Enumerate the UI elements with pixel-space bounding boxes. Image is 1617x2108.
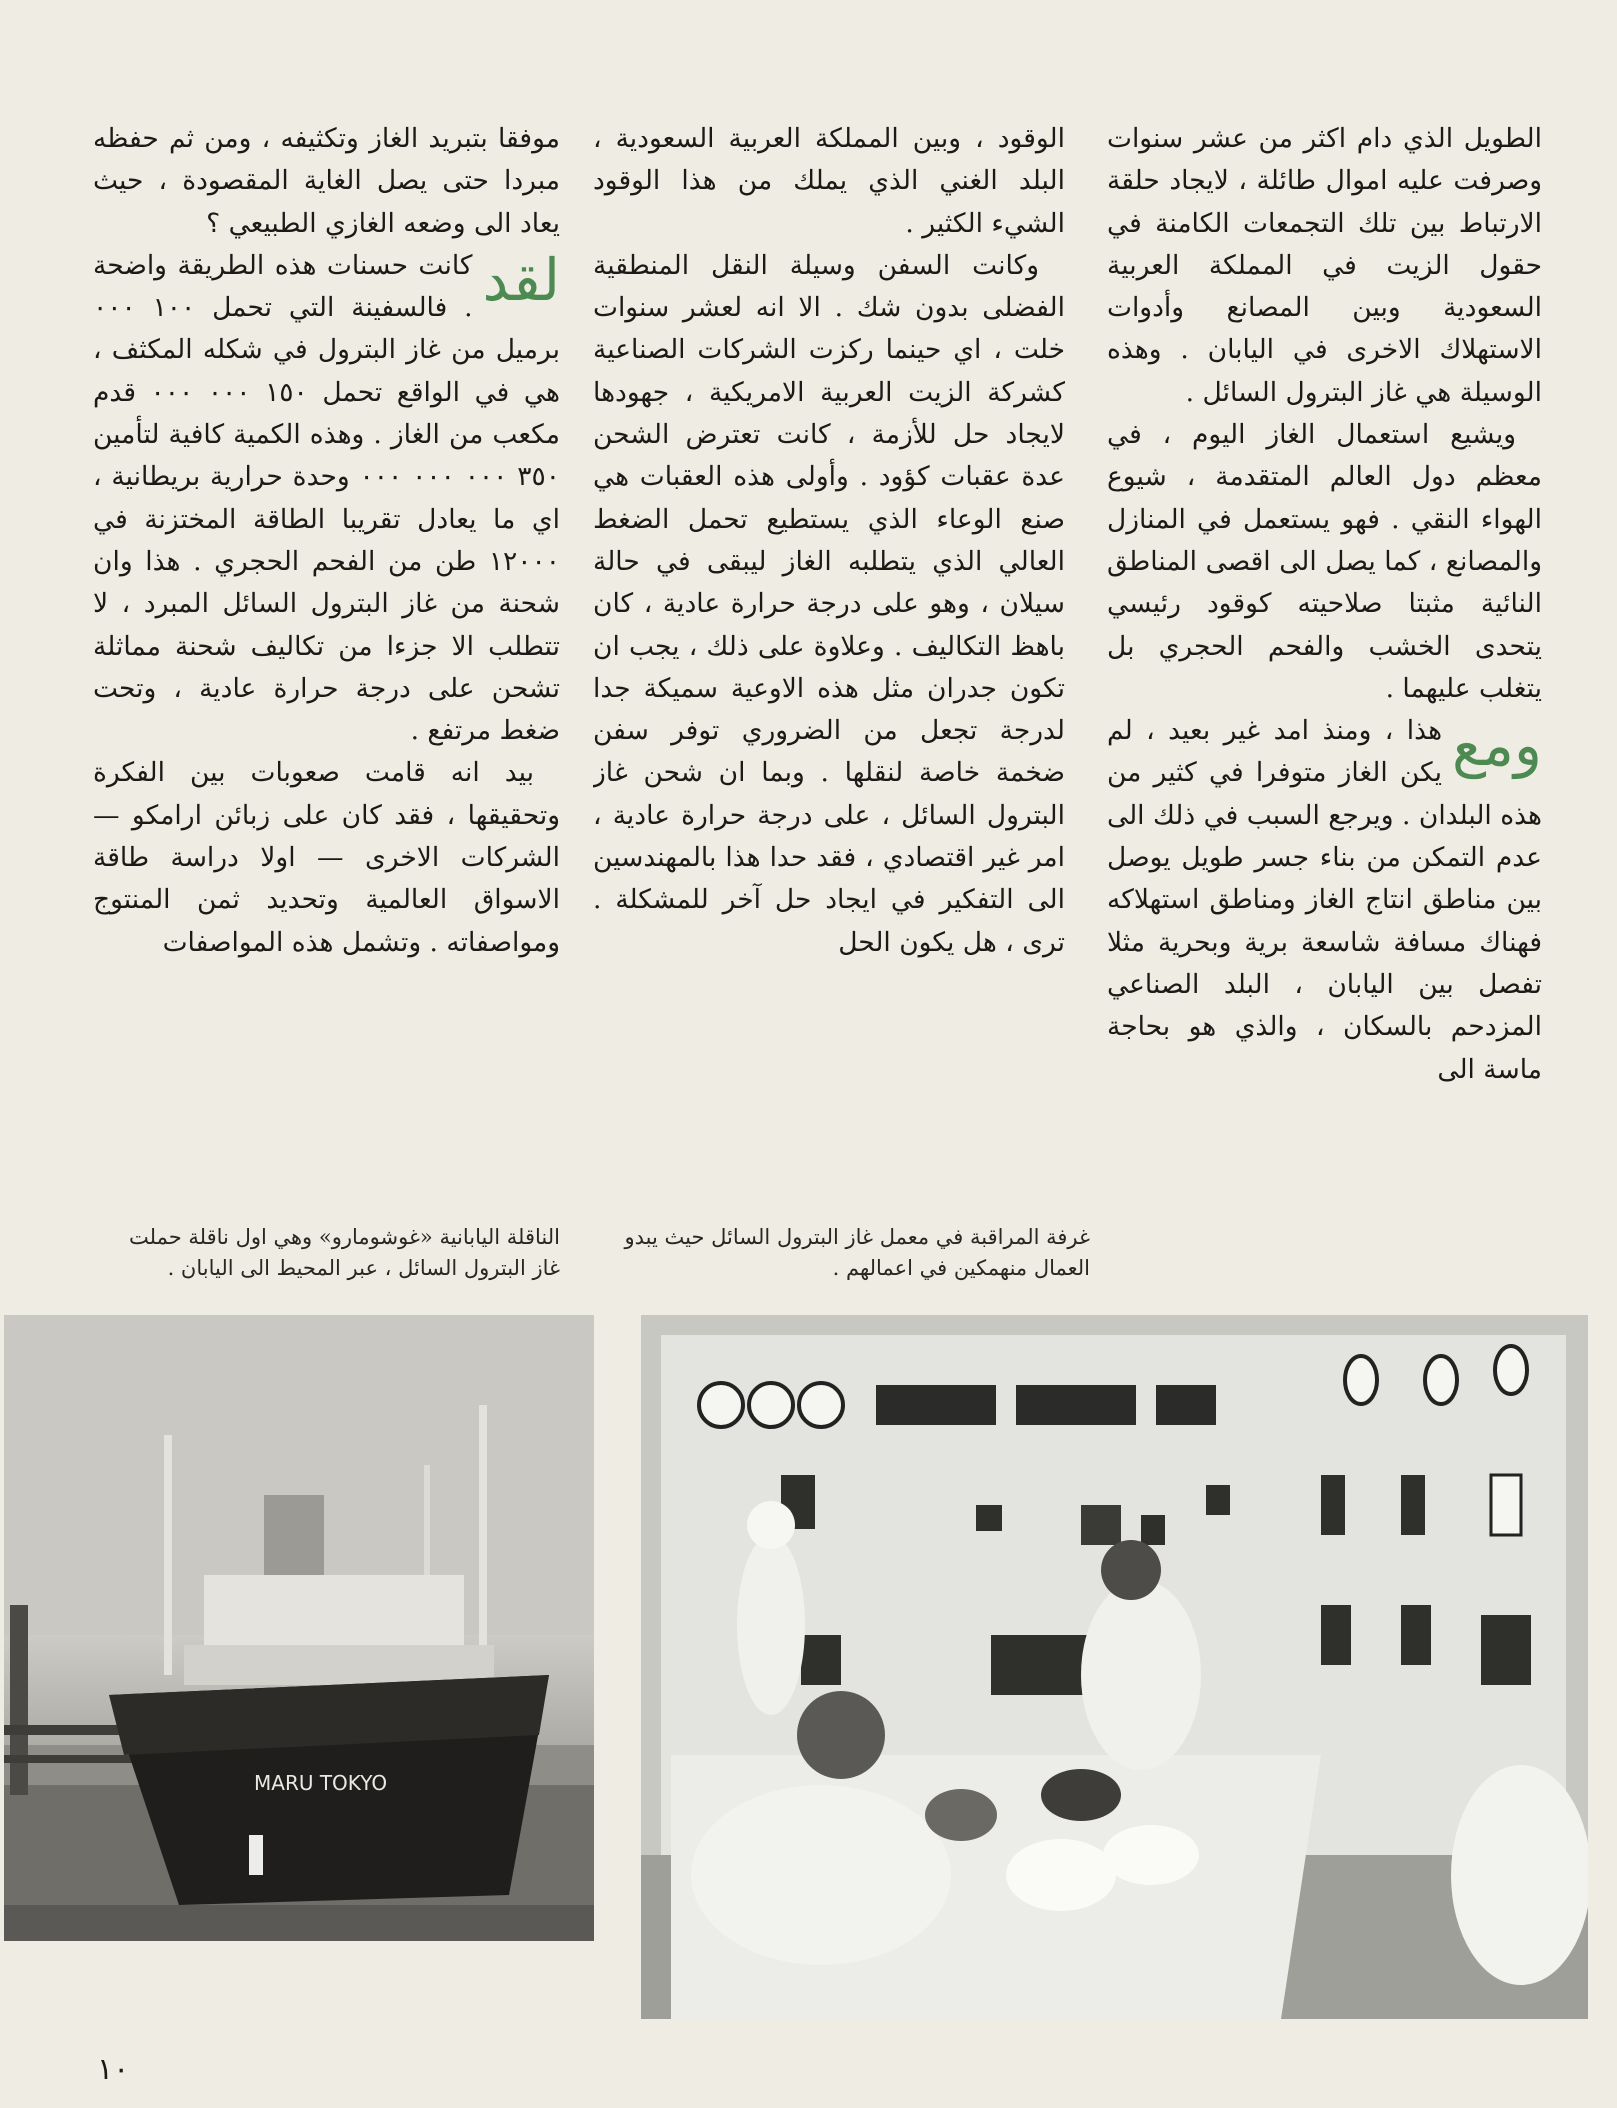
photo-caption-control-room: غرفة المراقبة في معمل غاز البترول السائل حيث يبدو العمال منهمكين في اعمالهم .: [624, 1225, 1090, 1280]
paragraph: وكانت السفن وسيلة النقل المنطقية الفضلى بدون شك . الا انه لعشر سنوات خلت ، اي حينما ركزت الشركات الصناعية كشركة الزيت العربية الامريكية ، جهودها لايجاد حل للأزمة ، كانت تعترض الشحن عدة عقبات كؤود . وأولى هذه العقبات هي صنع الوعاء الذي يستطيع تحمل الضغط العالي الذي يتطلبه الغاز ليبقى في حالة سيلان ، وهو على درجة حرارة عادية ، كان باهظ التكاليف . وعلاوة على ذلك ، يجب ان تكون جدران مثل هذه الاوعية سميكة جدا لدرجة تجعل من الضروري توفر سفن ضخمة خاصة لنقلها . وبما ان شحن غاز البترول السائل ، على درجة حرارة عادية ، امر غير اقتصادي ، فقد حدا هذا بالمهندسين الى التفكير في ايجاد حل آخر للمشكلة . ترى ، هل يكون الحل: [593, 249, 1065, 958]
drop-cap: لقد: [482, 245, 560, 314]
tanker-ship-photo: [4, 1315, 594, 1941]
paragraph: موفقا بتبريد الغاز وتكثيفه ، ومن ثم حفظه مبردا حتى يصل الغاية المقصودة ، حيث يعاد الى وضعه الغازي الطبيعي ؟: [93, 123, 560, 239]
paragraph: ويشيع استعمال الغاز اليوم ، في معظم دول العالم المتقدمة ، شيوع الهواء النقي . فهو يستعمل في المنازل والمصانع ، كما يصل الى اقصى المناطق النائية مثبتا صلاحيته كوقود رئيسي يتحدى الخشب والفحم الحجري بل يتغلب عليهما .: [1107, 419, 1542, 704]
control-room-image: [641, 1315, 1588, 2019]
paragraph: الطويل الذي دام اكثر من عشر سنوات وصرفت عليه اموال طائلة ، لايجاد حلقة الارتباط بين تلك التجمعات الكامنة في حقول الزيت في المملكة العربية السعودية وبين المصانع وأدوات الاستهلاك الاخرى في اليابان . وهذه الوسيلة هي غاز البترول السائل .: [1107, 123, 1542, 408]
article-column-right: [1107, 118, 1542, 1128]
article-column-middle: [593, 118, 1065, 1128]
photo-caption-tanker: الناقلة اليابانية «غوشومارو» وهي اول ناقلة حملت غاز البترول السائل ، عبر المحيط الى اليابان .: [129, 1225, 560, 1280]
article-column-left: [93, 118, 560, 1128]
paragraph: الوقود ، وبين المملكة العربية السعودية ، البلد الغني الذي يملك من هذا الوقود الشيء الكثير .: [593, 123, 1065, 239]
drop-cap: ومع: [1452, 711, 1542, 780]
paragraph: بيد انه قامت صعوبات بين الفكرة وتحقيقها ، فقد كان على زبائن ارامكو — الشركات الاخرى — اولا دراسة طاقة الاسواق العالمية وتحديد ثمن المنتوج ومواصفاته . وتشمل هذه المواصفات: [93, 757, 560, 958]
tanker-ship-image: [4, 1315, 594, 1941]
paragraph-with-dropcap: [93, 245, 560, 753]
paragraph-text: كانت حسنات هذه الطريقة واضحة . فالسفينة التي تحمل ١٠٠ ٠٠٠ برميل من غاز البترول في شكله المكثف ، هي في الواقع تحمل ١٥٠ ٠٠٠ ٠٠٠ قدم مكعب من الغاز . وهذه الكمية كافية لتأمين ٣٥٠ ٠٠٠ ٠٠٠ ٠٠٠ وحدة حرارية بريطانية ، اي ما يعادل تقريبا الطاقة المختزنة في ١٢٠٠٠ طن من الفحم الحجري . هذا وان شحنة من غاز البترول السائل المبرد ، لا تتطلب الا جزءا من تكاليف شحنة مماثلة تشحن على درجة حرارة عادية ، وتحت ضغط مرتفع .: [93, 249, 560, 747]
paragraph-text: هذا ، ومنذ امد غير بعيد ، لم يكن الغاز متوفرا في كثير من هذه البلدان . ويرجع السبب في ذلك الى عدم التمكن من بناء جسر طويل يوصل بين مناطق انتاج الغاز ومناطق استهلاكه فهناك مسافة شاسعة برية وبحرية مثلا تفصل بين اليابان ، البلد الصناعي المزدحم بالسكان ، والذي هو بحاجة ماسة الى: [1107, 715, 1542, 1085]
control-room-photo: [641, 1315, 1588, 2019]
hull-name-text: MARU TOKYO: [254, 1771, 388, 1795]
page-number: ١٠: [97, 2052, 130, 2087]
paragraph-with-dropcap: [1107, 710, 1542, 1091]
